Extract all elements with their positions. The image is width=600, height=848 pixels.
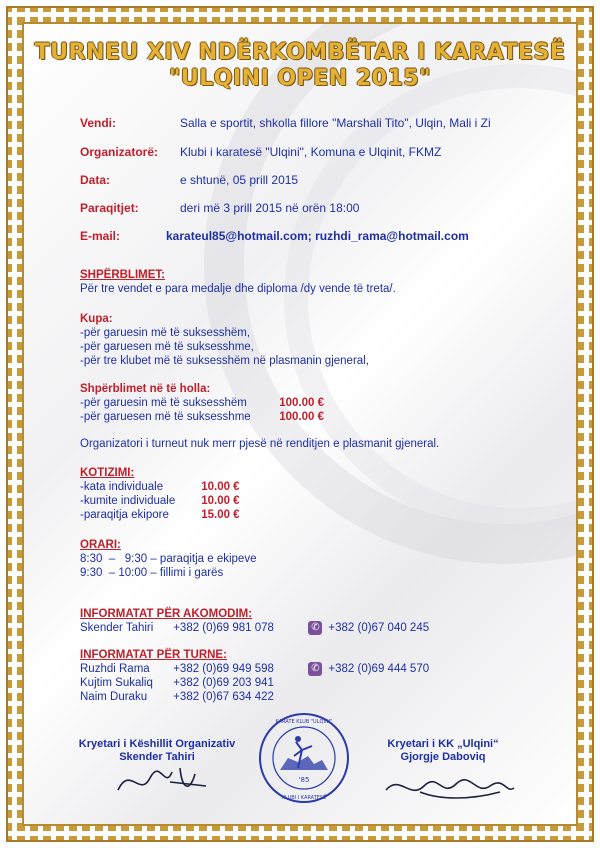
signature-name: Gjorgje Daboviq [400,751,486,763]
contact-row [80,621,429,635]
signature-role: Kryetari i Këshillit Organizativ [78,738,236,750]
schedule-item: 8:30 – 9:30 – paraqitja e ekipeve [80,553,257,565]
awards-section [80,268,396,296]
organizer-note: Organizatori i turneut nuk merr pjesë në renditjen e plasmanit gjeneral. [80,438,440,450]
list-item [80,508,240,522]
schedule-item: 9:30 – 10:00 – fillimi i garës [80,567,224,579]
fee-amount: 15.00 € [201,509,240,521]
list-item [80,480,240,494]
info-label: Vendi: [80,116,117,130]
schedule-heading: ORARI: [80,539,121,551]
contact-row [80,690,429,704]
list-item: -për tre klubet më të suksesshëm në plasmanin gjeneral, [80,355,369,367]
fee-amount: 10.00 € [201,495,240,507]
contact-phone: +382 (0)69 981 078 [173,622,274,635]
contact-phone: +382 (0)69 203 941 [173,677,274,690]
contact-phone: +382 (0)69 949 598 [173,663,274,676]
fee-label: -paraqitja ekipore [80,509,169,521]
contact-name: Naim Duraku [80,691,148,704]
contact-name: Skender Tahiri [80,622,154,635]
svg-text:KLUBI I KARATESË: KLUBI I KARATESË [281,795,327,801]
title-line-2: "ULQINI OPEN 2015" [168,66,432,91]
signature-name: Skender Tahiri [119,751,195,763]
list-item: -për garuesen më të suksesshme, [80,341,254,353]
awards-heading: SHPËRBLIMET: [80,269,165,281]
email-link[interactable]: karateul85@hotmail.com; ruzhdi_rama@hotmail.com [166,229,469,243]
contact-row [80,662,429,676]
info-value: deri më 3 prill 2015 në orën 18:00 [180,201,360,215]
list-item [80,494,240,508]
fee-label: -kumite individuale [80,495,176,507]
prize-amount: 100.00 € [279,411,324,423]
info-label: Data: [80,173,111,187]
signature-right [348,738,538,764]
awards-text: Për tre vendet e para medalje dhe diploma /dy vende të treta/. [80,283,396,295]
viber-phone: +382 (0)69 444 570 [328,663,430,676]
schedule-section [80,538,256,580]
contact-name: Ruzhdi Rama [80,663,150,676]
club-seal [258,712,350,804]
viber-icon: ✆ [308,621,322,635]
cups-heading: Kupa: [80,313,113,325]
accommodation-heading: INFORMATAT PËR AKOMODIM: [80,608,253,620]
cash-prizes-section [80,382,324,424]
info-value: e shtunë, 05 prill 2015 [180,173,299,187]
info-label: Organizatorë: [80,145,159,159]
contact-row [80,676,429,690]
fees-heading: KOTIZIMI: [80,467,135,479]
viber-icon: ✆ [308,662,322,676]
info-value: Salla e sportit, shkolla fillore "Marshali Tito", Ulqin, Mali i Zi [180,116,491,130]
contact-name: Kujtim Sukaliq [80,677,153,690]
prize-amount: 100.00 € [279,397,324,409]
prize-label: -për garuesen më të suksesshme [80,411,251,423]
fees-section [80,466,240,522]
contact-phone: +382 (0)67 634 422 [173,691,274,704]
cups-section [80,312,369,368]
handwritten-signature-left [110,760,220,800]
tournament-info-heading: INFORMATAT PËR TURNE: [80,649,227,661]
svg-text:KARATE KLUB "ULQINI": KARATE KLUB "ULQINI" [275,719,333,725]
title-line-1: TURNEU XIV NDËRKOMBËTAR I KARATESË [34,40,566,65]
signature-role: Kryetari i KK „Ulqini“ [387,738,499,750]
info-value: Klubi i karatesë "Ulqini", Komuna e Ulqinit, FKMZ [180,145,442,159]
viber-phone: +382 (0)67 040 245 [328,622,430,635]
tournament-info-section [80,648,429,704]
svg-text:'85: '85 [298,776,310,784]
list-item [80,396,324,410]
list-item [80,410,324,424]
handwritten-signature-right [380,770,520,804]
list-item: -për garuesin më të suksesshëm, [80,327,251,339]
accommodation-section [80,607,429,635]
prize-label: -për garuesin më të suksesshëm [80,397,247,409]
info-label: Paraqitjet: [80,201,139,215]
fee-label: -kata individuale [80,481,164,493]
info-label: E-mail: [80,229,121,243]
cash-heading: Shpërblimet në të holla: [80,383,211,395]
fee-amount: 10.00 € [201,481,240,493]
